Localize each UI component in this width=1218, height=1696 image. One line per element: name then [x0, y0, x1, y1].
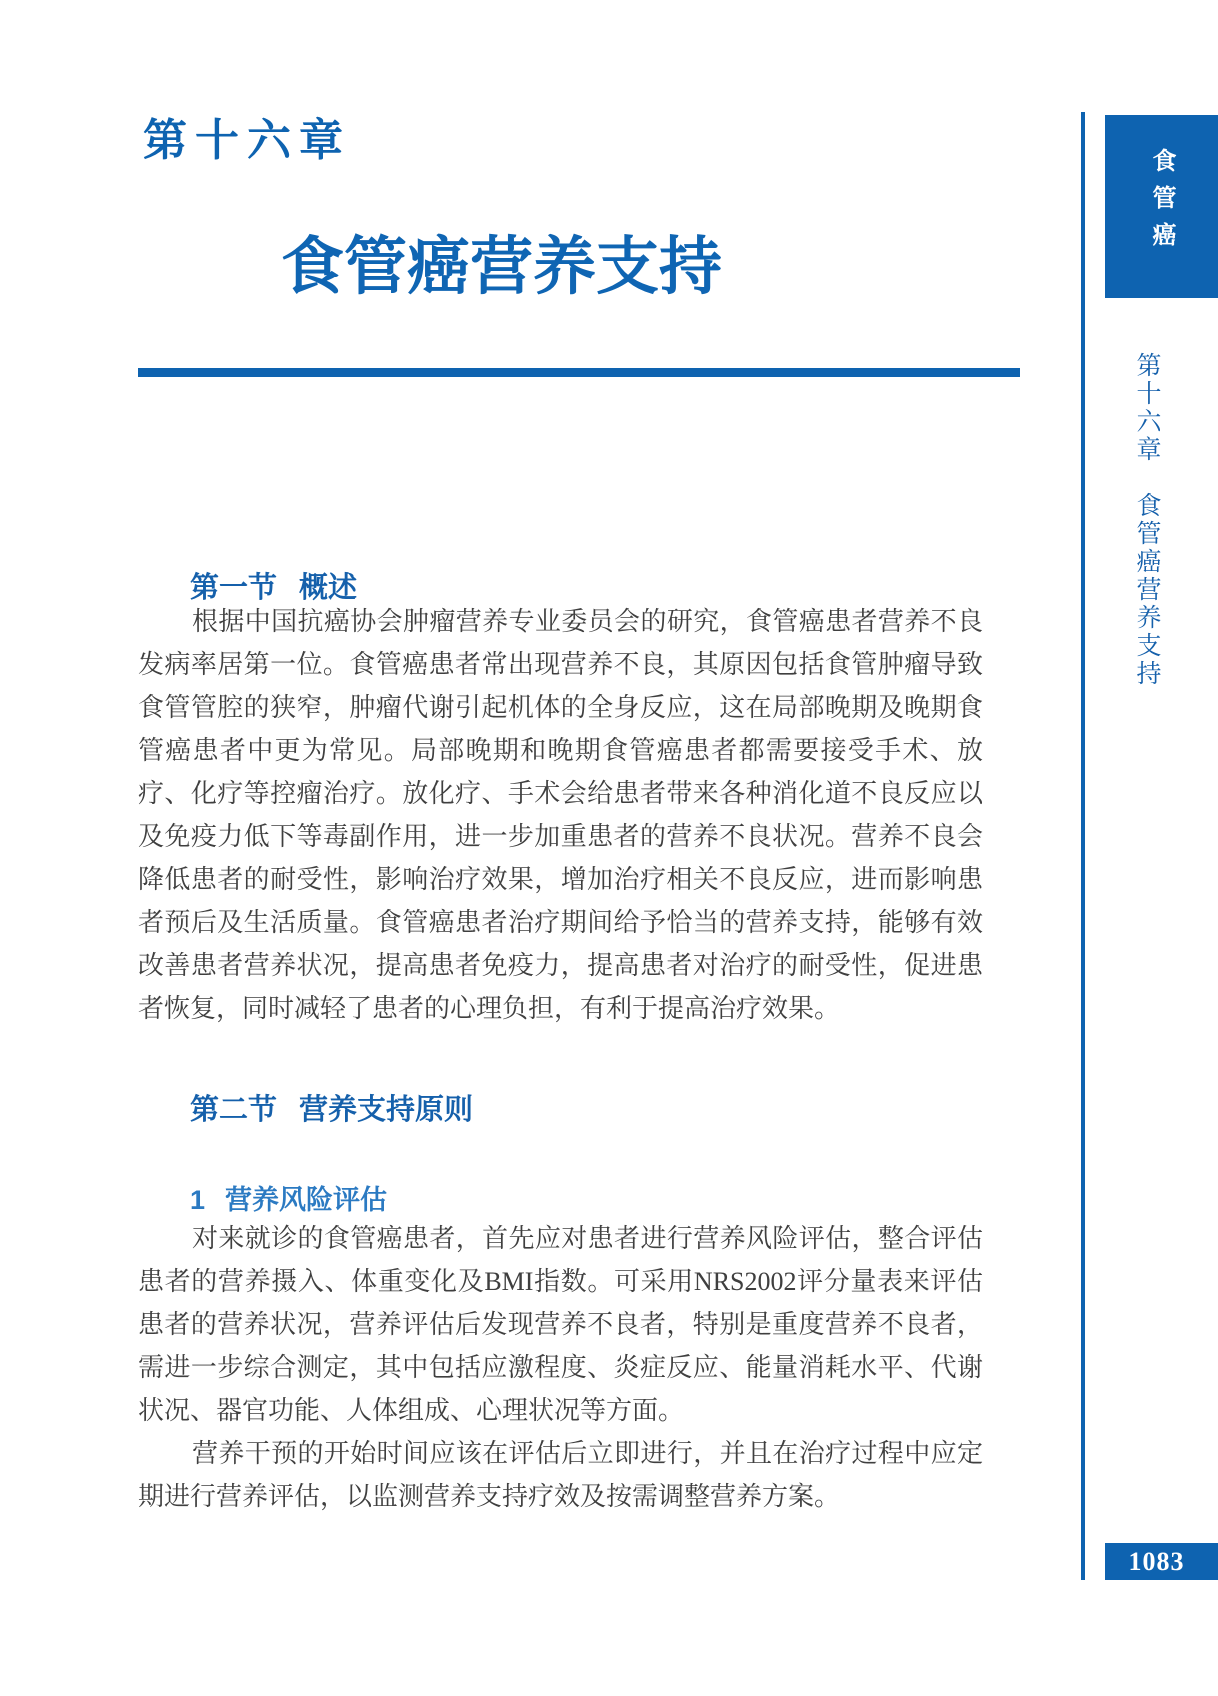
section-2-title: 营养支持原则 — [299, 1094, 474, 1127]
section-2-heading — [190, 1095, 473, 1127]
section-2-number: 第二节 — [190, 1094, 278, 1127]
title-rule — [138, 368, 1020, 377]
subsection-1-number: 1 — [190, 1185, 206, 1215]
chapter-tab-label: 食管癌 — [1148, 148, 1175, 259]
overview-paragraph: 根据中国抗癌协会肿瘤营养专业委员会的研究，食管癌患者营养不良发病率居第一位。食管癌患者常出现营养不良，其原因包括食管肿瘤导致食管管腔的狭窄，肿瘤代谢引起机体的全身反应，这在局部晚期及晚期食管癌患者中更为常见。局部晚期和晚期食管癌患者都需要接受手术、放疗、化疗等控瘤治疗。放化疗、手术会给患者带来各种消化道不良反应以及免疫力低下等毒副作用，进一步加重患者的营养不良状况。营养不良会降低患者的耐受性，影响治疗效果，增加治疗相关不良反应，进而影响患者预后及生活质量。食管癌患者治疗期间给予恰当的营养支持，能够有效改善患者营养状况，提高患者免疫力，提高患者对治疗的耐受性，促进患者恢复，同时减轻了患者的心理负担，有利于提高治疗效果。 — [138, 607, 983, 1023]
subsection-1-heading — [190, 1186, 387, 1216]
chapter-title: 食管癌营养支持 — [281, 232, 722, 302]
intervention-timing-paragraph: 营养干预的开始时间应该在评估后立即进行，并且在治疗过程中应定期进行营养评估，以监测营养支持疗效及按需调整营养方案。 — [138, 1439, 983, 1511]
sidebar-divider — [1081, 112, 1085, 1580]
section-1-number: 第一节 — [190, 572, 278, 605]
risk-assessment-paragraph: 对来就诊的食管癌患者，首先应对患者进行营养风险评估，整合评估患者的营养摄入、体重变化及BMI指数。可采用NRS2002评分量表来评估患者的营养状况，营养评估后发现营养不良者，特别是重度营养不良者，需进一步综合测定，其中包括应激程度、炎症反应、能量消耗水平、代谢状况、器官功能、人体组成、心理状况等方面。 — [138, 1224, 983, 1425]
page-number: 1083 — [1128, 1546, 1185, 1576]
running-title: 第十六章 食管癌营养支持 — [1133, 352, 1160, 688]
section-1-body — [138, 600, 983, 1030]
page-number-box — [1105, 1543, 1218, 1580]
section-2-body — [138, 1217, 983, 1518]
subsection-1-title: 营养风险评估 — [225, 1185, 388, 1215]
chapter-label: 第十六章 — [143, 116, 351, 165]
chapter-tab — [1105, 115, 1218, 298]
section-1-title: 概述 — [299, 572, 358, 605]
